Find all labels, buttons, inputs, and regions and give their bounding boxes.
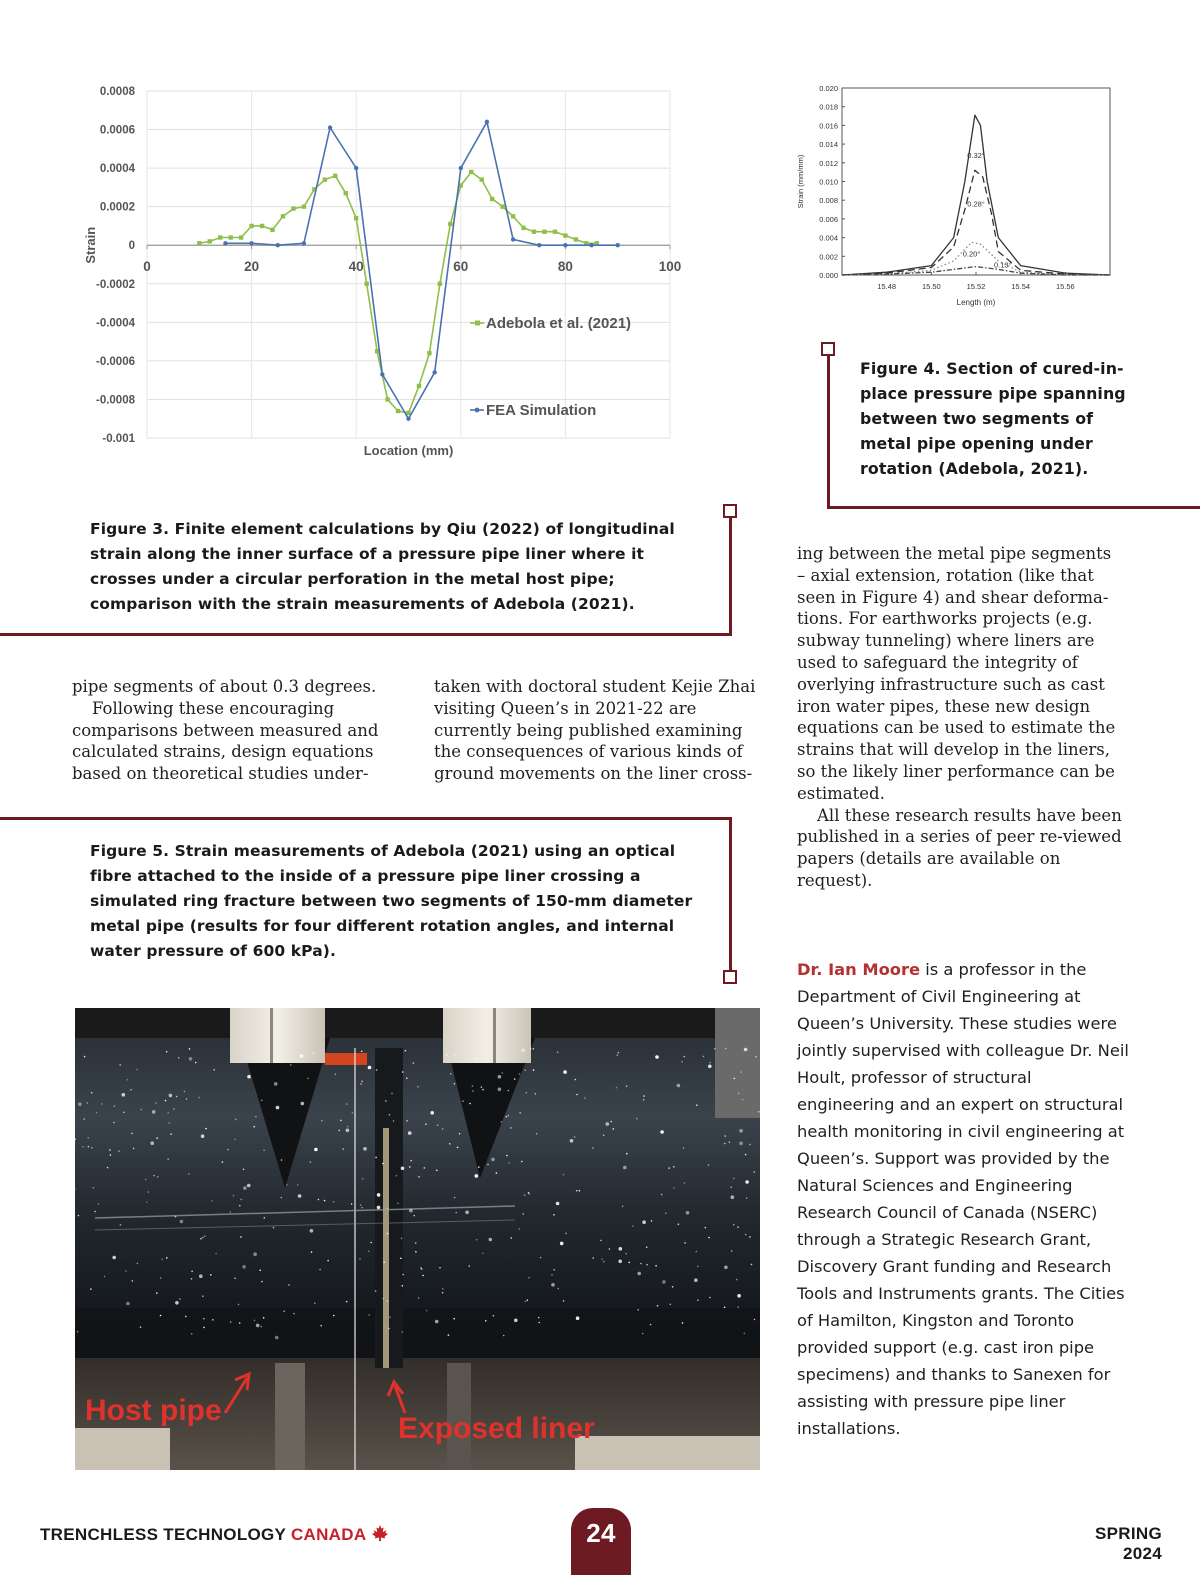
data-point — [364, 282, 368, 286]
data-point — [511, 237, 515, 241]
data-point — [344, 191, 348, 195]
data-point — [542, 230, 546, 234]
x-tick-label: 15.56 — [1055, 282, 1075, 291]
x-axis-label: Location (mm) — [363, 443, 454, 458]
host-pipe-label: Host pipe — [85, 1394, 222, 1427]
data-point — [380, 372, 384, 376]
data-point — [432, 370, 436, 374]
article-col3-p2: All these research results have been published in a series of peer re-viewed papers (details are available on request). — [797, 805, 1122, 890]
y-tick-label: 0.004 — [819, 233, 838, 243]
data-point — [239, 235, 243, 239]
figure5-frame-square — [723, 970, 737, 984]
figure5-frame-horizontal — [0, 817, 732, 820]
author-bio-text: is a professor in the Department of Civil Engineering at Queen’s University. These studies were jointly supervised with colleague Dr. Neil Hoult, professor of structural engineering and an expert on structural health monitoring in civil engineering at Queen’s. Support was provided by the Natural Sciences and Engineering Research Council of Canada (NSERC) through a Strategic Research Grant, Discovery Grant funding and Research Tools and Instruments grants. The Cities of Hamilton, Kingston and Toronto provided support (e.g. cast iron pipe specimens) and thanks to Sanexen for assisting with pressure pipe liner installations. — [797, 960, 1129, 1438]
figure4-caption: Figure 4. Section of cured-in-place pressure pipe spanning between two segments of metal pipe opening under rotation (Adebola, 2021). — [860, 359, 1126, 478]
y-tick-label: 0.0008 — [99, 86, 135, 98]
data-point — [354, 216, 358, 220]
figure3-frame-square — [723, 504, 737, 518]
y-tick-label: 0.016 — [819, 121, 838, 131]
y-tick-label: 0.010 — [819, 177, 838, 187]
y-tick-label: 0.0006 — [99, 124, 135, 137]
legend-entry: FEA Simulation — [486, 402, 597, 419]
data-point — [302, 241, 306, 245]
figure5-frame-vertical — [729, 817, 732, 972]
data-point — [354, 166, 358, 170]
article-column-2 — [434, 676, 764, 785]
article-column-1 — [72, 676, 402, 785]
y-tick-label: 0.0004 — [99, 163, 135, 176]
article-col2-p1: taken with doctoral student Kejie Zhai visiting Queen’s in 2021-22 are currently being published examining the consequences of various kinds of ground movements on the liner cross- — [434, 677, 756, 784]
data-point — [480, 177, 484, 181]
data-point — [616, 243, 620, 247]
x-tick-label: 15.50 — [921, 282, 941, 291]
data-point — [459, 166, 463, 170]
data-point — [500, 204, 504, 208]
plot-area — [147, 91, 670, 438]
data-point — [485, 120, 489, 124]
maple-leaf-icon — [371, 1524, 389, 1542]
data-point — [276, 243, 280, 247]
y-tick-label: 0.012 — [819, 158, 838, 168]
y-tick-label: 0.020 — [819, 84, 838, 93]
figure4-chart — [785, 78, 1125, 318]
author-bio — [797, 956, 1129, 1442]
article-col1-p2: Following these encouraging comparisons between measured and calculated strains, design equations based on theoretical studies under- — [72, 698, 379, 784]
figure4-frame-square — [821, 342, 835, 356]
data-point — [208, 239, 212, 243]
y-tick-label: 0.006 — [819, 214, 838, 224]
data-point — [511, 214, 515, 218]
data-point — [223, 241, 227, 245]
y-tick-label: 0.014 — [819, 140, 838, 150]
data-point — [563, 243, 567, 247]
data-point — [406, 417, 410, 421]
x-tick-label: 20 — [244, 259, 260, 275]
data-point — [249, 241, 253, 245]
data-point — [281, 214, 285, 218]
data-point — [323, 177, 327, 181]
figure4-frame-horizontal — [827, 506, 1200, 509]
article-col3-p1: ing between the metal pipe segments – axial extension, rotation (like that seen in Figure 4) and shear deforma-tions. For earthworks projects (e.g. subway tunneling) where liners are used to safeguard the integrity of overlying infrastructure such as cast iron water pipes, these new design equations can be used to estimate the strains that will develop in the liners, so the likely liner performance can be estimated. — [797, 544, 1116, 803]
x-tick-label: 15.54 — [1011, 282, 1031, 291]
data-point — [589, 243, 593, 247]
figure4-frame-vertical — [827, 352, 830, 509]
figure5-photo-illustration — [75, 1008, 760, 1470]
y-tick-label: -0.0006 — [95, 355, 135, 368]
data-point — [490, 197, 494, 201]
legend-swatch-marker — [475, 321, 480, 326]
y-tick-label: 0.018 — [819, 102, 838, 112]
data-point — [302, 204, 306, 208]
x-tick-label: 15.48 — [877, 282, 897, 291]
data-point — [385, 397, 389, 401]
data-point — [291, 206, 295, 210]
data-point — [574, 237, 578, 241]
figure5-photo — [75, 1008, 760, 1470]
author-name: Dr. Ian Moore — [797, 960, 921, 979]
data-point — [438, 282, 442, 286]
figure3-frame-horizontal — [0, 633, 732, 636]
data-point — [469, 170, 473, 174]
data-point — [427, 351, 431, 355]
footer-publication — [40, 1524, 389, 1545]
y-tick-label: 0.0002 — [99, 201, 135, 214]
article-column-3 — [797, 543, 1122, 892]
figure5-caption: Figure 5. Strain measurements of Adebola (2021) using an optical fibre attached to the inside of a pressure pipe liner crossing a simulated ring fracture between two segments of 150-mm diameter metal pipe (results for four different rotation angles, and internal water pressure of 600 kPa). — [90, 842, 693, 960]
data-point — [563, 233, 567, 237]
x-tick-label: 40 — [348, 259, 364, 275]
y-tick-label: 0.008 — [819, 196, 838, 206]
x-tick-label: 80 — [557, 259, 573, 275]
y-tick-label: 0 — [128, 240, 135, 253]
y-axis-label: Strain — [83, 226, 98, 264]
y-tick-label: -0.0002 — [95, 278, 135, 291]
x-axis-label: Length (m) — [956, 298, 996, 307]
series-line-0 — [199, 172, 596, 413]
data-point — [553, 230, 557, 234]
legend-entry: Adebola et al. (2021) — [486, 315, 632, 332]
publication-name: TRENCHLESS TECHNOLOGY — [40, 1525, 286, 1544]
y-tick-label: 0.002 — [819, 252, 838, 262]
x-tick-label: 100 — [658, 259, 682, 275]
y-tick-label: 0.000 — [819, 271, 838, 280]
data-point — [448, 222, 452, 226]
footer-issue: SPRING 2024 — [1095, 1524, 1162, 1563]
figure3-caption: Figure 3. Finite element calculations by Qiu (2022) of longitudinal strain along the inner surface of a pressure pipe liner where it crosses under a circular perforation in the metal host pipe; comparison with the strain measurements of Adebola (2021). — [90, 520, 675, 613]
article-col1-p1: pipe segments of about 0.3 degrees. — [72, 677, 377, 696]
y-tick-label: -0.0008 — [95, 394, 135, 407]
y-tick-label: -0.001 — [102, 433, 135, 445]
data-point — [328, 125, 332, 129]
x-tick-label: 0 — [143, 259, 151, 275]
data-point — [521, 226, 525, 230]
data-point — [417, 384, 421, 388]
data-point — [228, 235, 232, 239]
publication-country: CANADA — [290, 1525, 366, 1544]
page-number: 24 — [586, 1518, 616, 1548]
exposed-liner-label: Exposed liner — [398, 1412, 595, 1445]
figure3-chart — [75, 75, 685, 470]
y-axis-label: Strain (mm/mm) — [796, 154, 805, 209]
data-point — [270, 228, 274, 232]
data-point — [249, 224, 253, 228]
data-point — [260, 224, 264, 228]
data-point — [532, 230, 536, 234]
data-point — [197, 241, 201, 245]
legend-swatch-marker — [475, 408, 480, 413]
data-point — [396, 409, 400, 413]
data-point — [218, 235, 222, 239]
figure3-frame-vertical — [729, 512, 732, 636]
data-point — [333, 174, 337, 178]
data-point — [537, 243, 541, 247]
x-tick-label: 15.52 — [966, 282, 986, 291]
y-tick-label: -0.0004 — [95, 317, 135, 330]
x-tick-label: 60 — [453, 259, 469, 275]
series-label: 0.28° — [967, 199, 985, 209]
series-label: 0.32° — [967, 151, 985, 161]
series-label: 0.20° — [962, 249, 981, 259]
series-label: 0.13° — [993, 260, 1012, 270]
